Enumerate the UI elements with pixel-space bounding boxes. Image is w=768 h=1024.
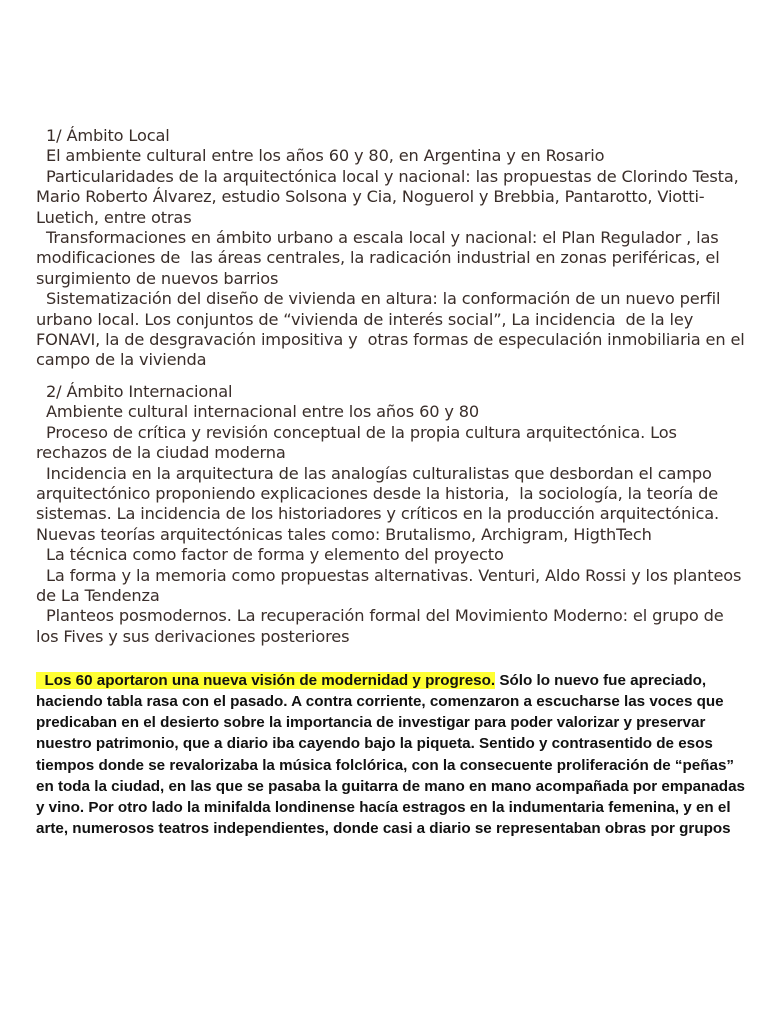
section-spacer [36,371,748,382]
section-paragraph: Planteos posmodernos. La recuperación formal del Movimiento Moderno: el grupo de los Fives y sus derivaciones posteriores [36,606,729,646]
section-paragraph: El ambiente cultural entre los años 60 y 80, en Argentina y en Rosario [36,146,605,166]
paragraph-body: Sólo lo nuevo fue apreciado, haciendo tabla rasa con el pasado. A contra corriente, comenzaron a escucharse las voces que predicaban en el desierto sobre la importancia de investigar para poder valorizar y preservar nuestro patrimonio, que a diario iba cayendo bajo la piqueta. Sentido y contrasentido de esos tiempos donde se revalorizaba la música folclórica, con la consecuente proliferación de “peñas” en toda la ciudad, en las que se pasaba la guitarra de mano en mano acompañada por empanadas y vino. Por otro lado la minifalda londinense hacía estragos en la indumentaria femenina, y en el arte, numerosos teatros independientes, donde casi a diario se representaban obras por grupos [36,672,745,837]
section-ambito-internacional [36,382,748,647]
section-ambito-local [36,126,748,371]
section-paragraph: La forma y la memoria como propuestas alternativas. Venturi, Aldo Rossi y los planteos de La Tendenza [36,565,747,605]
section-paragraph: Particularidades de la arquitectónica local y nacional: las propuestas de Clorindo Testa, Mario Roberto Álvarez, estudio Solsona y Cia, Noguerol y Brebbia, Pantarotto, Viotti-Luetich, entre otras [36,166,744,227]
section-paragraph: La técnica como factor de forma y elemento del proyecto [36,545,504,565]
highlighted-sentence: Los 60 aportaron una nueva visión de modernidad y progreso. [36,672,496,690]
bold-paragraph [36,670,748,839]
section-paragraph: Transformaciones en ámbito urbano a escala local y nacional: el Plan Regulador , las modificaciones de las áreas centrales, la radicación industrial en zonas periféricas, el surgimiento de nuevos barrios [36,228,725,288]
section-paragraph: Sistematización del diseño de vivienda en altura: la conformación de un nuevo perfil urbano local. Los conjuntos de “vivienda de interés social”, La incidencia de la ley FONAVI, la de desgravación impositiva y otras formas de especulación inmobiliaria en el campo de la vivienda [36,289,750,370]
section-paragraph: Ambiente cultural internacional entre los años 60 y 80 [36,402,480,422]
section-heading: 1/ Ámbito Local [36,126,170,145]
section-paragraph: Proceso de crítica y revisión conceptual de la propia cultura arquitectónica. Los rechazos de la ciudad moderna [36,422,682,463]
section-heading: 2/ Ámbito Internacional [36,381,233,401]
document-page [36,126,748,854]
section-paragraph: Incidencia en la arquitectura de las analogías culturalistas que desbordan el campo arquitectónico proponiendo explicaciones desde la historia, la sociología, la teoría de sistemas. La incidencia de los historiadores y críticos en la producción arquitectónica. Nuevas teorías arquitectónicas tales como: Brutalismo, Archigram, HigthTech [36,463,725,544]
